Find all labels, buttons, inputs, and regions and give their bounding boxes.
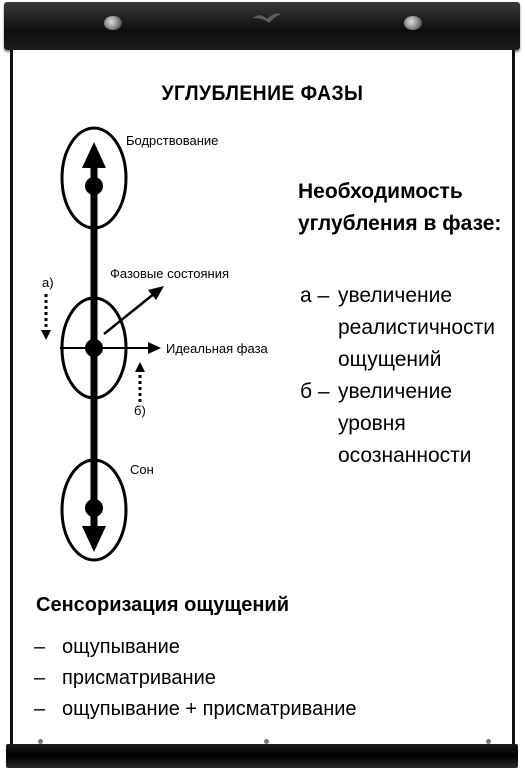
axis-down-arrowhead-icon	[82, 526, 106, 552]
list-item	[34, 694, 357, 725]
ideal-phase-label: Идеальная фаза	[166, 341, 268, 356]
need-item-letter: а –	[300, 284, 330, 307]
ideal-phase-arrowhead-icon	[148, 342, 161, 354]
page-title: УГЛУБЛЕНИЕ ФАЗЫ	[161, 82, 364, 105]
dash-bullet: –	[34, 636, 46, 658]
arrow-a-label: а)	[42, 275, 54, 290]
sensorization-list	[34, 632, 357, 725]
need-item-letter: б –	[300, 380, 330, 403]
list-item	[34, 663, 357, 694]
need-list	[300, 280, 515, 472]
list-item-text: ощупывание + присматривание	[62, 698, 357, 720]
arrow-a-arrowhead-icon	[41, 330, 51, 340]
dash-bullet: –	[34, 698, 46, 720]
phase-states-label: Фазовые состояния	[110, 266, 230, 281]
list-item-text: присматривание	[62, 667, 216, 689]
need-item-text: увеличение реалистичности ощущений	[338, 284, 495, 371]
sensorization-heading: Сенсоризация ощущений	[36, 594, 289, 616]
need-item-text: увеличение уровня осознанности	[338, 380, 472, 467]
need-heading: Необходимость углубления в фазе:	[298, 180, 502, 235]
arrow-b-arrowhead-icon	[135, 362, 145, 372]
sleep-label: Сон	[130, 462, 154, 477]
phase-states-line	[104, 293, 155, 334]
axis-up-arrowhead-icon	[82, 142, 106, 168]
dash-bullet: –	[34, 667, 46, 689]
wake-dot	[85, 177, 103, 195]
need-item-a	[300, 280, 515, 376]
list-item	[34, 632, 357, 663]
arrow-b-label: б)	[134, 403, 146, 418]
wake-label: Бодрствование	[126, 133, 219, 148]
need-item-b	[300, 376, 515, 472]
list-item-text: ощупывание	[62, 636, 180, 658]
sleep-dot	[85, 499, 103, 517]
flipchart-bottom-tray	[6, 744, 518, 768]
